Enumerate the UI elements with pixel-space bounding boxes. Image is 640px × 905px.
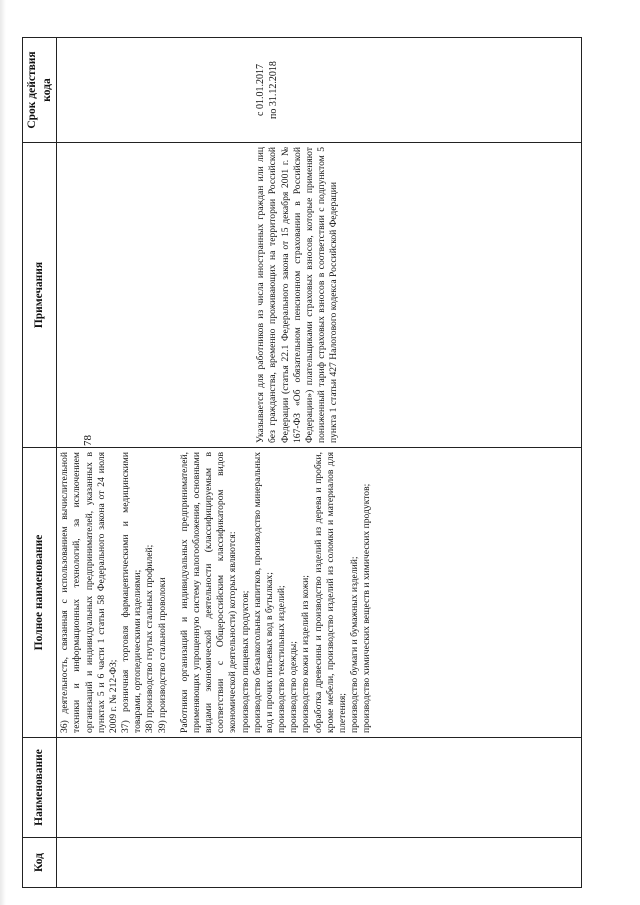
full-name-line: производство безалкогольных напитков, производство минеральных вод и прочих питьевых вод в бутылках; — [251, 452, 275, 733]
header-notes: Примечания — [23, 143, 57, 448]
full-name-block-continued — [59, 452, 169, 733]
rotated-table-container — [22, 38, 582, 888]
cell-code — [57, 838, 582, 888]
full-name-line: производство текстильных изделий; — [276, 585, 288, 733]
full-name-line: производство химических веществ и химических продуктов; — [361, 483, 373, 733]
full-name-line: 36) деятельность, связанная с использованием вычислительной техники и информационных технологий, за исключением организаций и индивидуальных предпринимателей, указанных в пунктах 5 и 6 части 1 статьи 58 Федерального закона от 24 июля 2009 г. № 212-ФЗ; — [59, 452, 119, 733]
header-name: Наименование — [23, 738, 57, 838]
header-validity: Срок действия кода — [23, 38, 57, 143]
full-name-line: производство пищевых продуктов; — [239, 590, 251, 733]
header-code: Код — [23, 838, 57, 888]
header-full-name: Полное наименование — [23, 448, 57, 738]
full-name-line: Работники организаций и индивидуальных предпринимателей, применяющих упрощенную систему налогообложения, основными видами экономической деятельности (классифицируемым в соответствии с Общероссийским классификатором видов экономической деятельности) которых являются: — [178, 452, 239, 733]
cell-full-name — [57, 448, 582, 738]
full-name-line: производство кожи и изделий из кожи; — [300, 575, 312, 733]
table-row — [57, 38, 582, 888]
full-name-line: обработка древесины и производство изделий из дерева и пробки, кроме мебели, производство изделий из соломки и материалов для плетения; — [312, 452, 348, 733]
cell-validity — [57, 38, 582, 143]
full-name-line: производство бумаги и бумажных изделий; — [349, 556, 361, 733]
cell-name — [57, 738, 582, 838]
cell-notes — [57, 143, 582, 448]
page-number: 78 — [82, 435, 94, 446]
full-name-line: 39) производство стальной проволоки — [156, 577, 168, 733]
full-name-line: производство одежды; — [288, 641, 300, 733]
table-header-row — [23, 38, 57, 888]
scan-edge-shadow — [0, 0, 6, 905]
full-name-line: 38) производство гнутых стальных профилей; — [144, 544, 156, 733]
notes-text: Указывается для работников из числа иностранных граждан или лиц без гражданства, временно проживающих на территории Российской Федерации (статья 22.1 Федерального закона от 15 декабря 2001 г. № 167-ФЗ «Об обязательном пенсионном страховании в Российской Федерации») плательщиками страховых взносов, которые применяют пониженный тариф страховых взносов в соответствии с подпунктом 5 пункта 1 статьи 427 Налогового кодекса Российской Федерации — [255, 147, 340, 443]
codes-table — [22, 37, 582, 888]
validity-period — [255, 42, 280, 138]
full-name-line: 37) розничная торговля фармацевтическими и медицинскими товарами, ортопедическими изделиями; — [120, 452, 144, 733]
validity-to: по 31.12.2018 — [267, 61, 279, 119]
validity-from: с 01.01.2017 — [255, 64, 267, 116]
full-name-block-new — [179, 452, 374, 733]
